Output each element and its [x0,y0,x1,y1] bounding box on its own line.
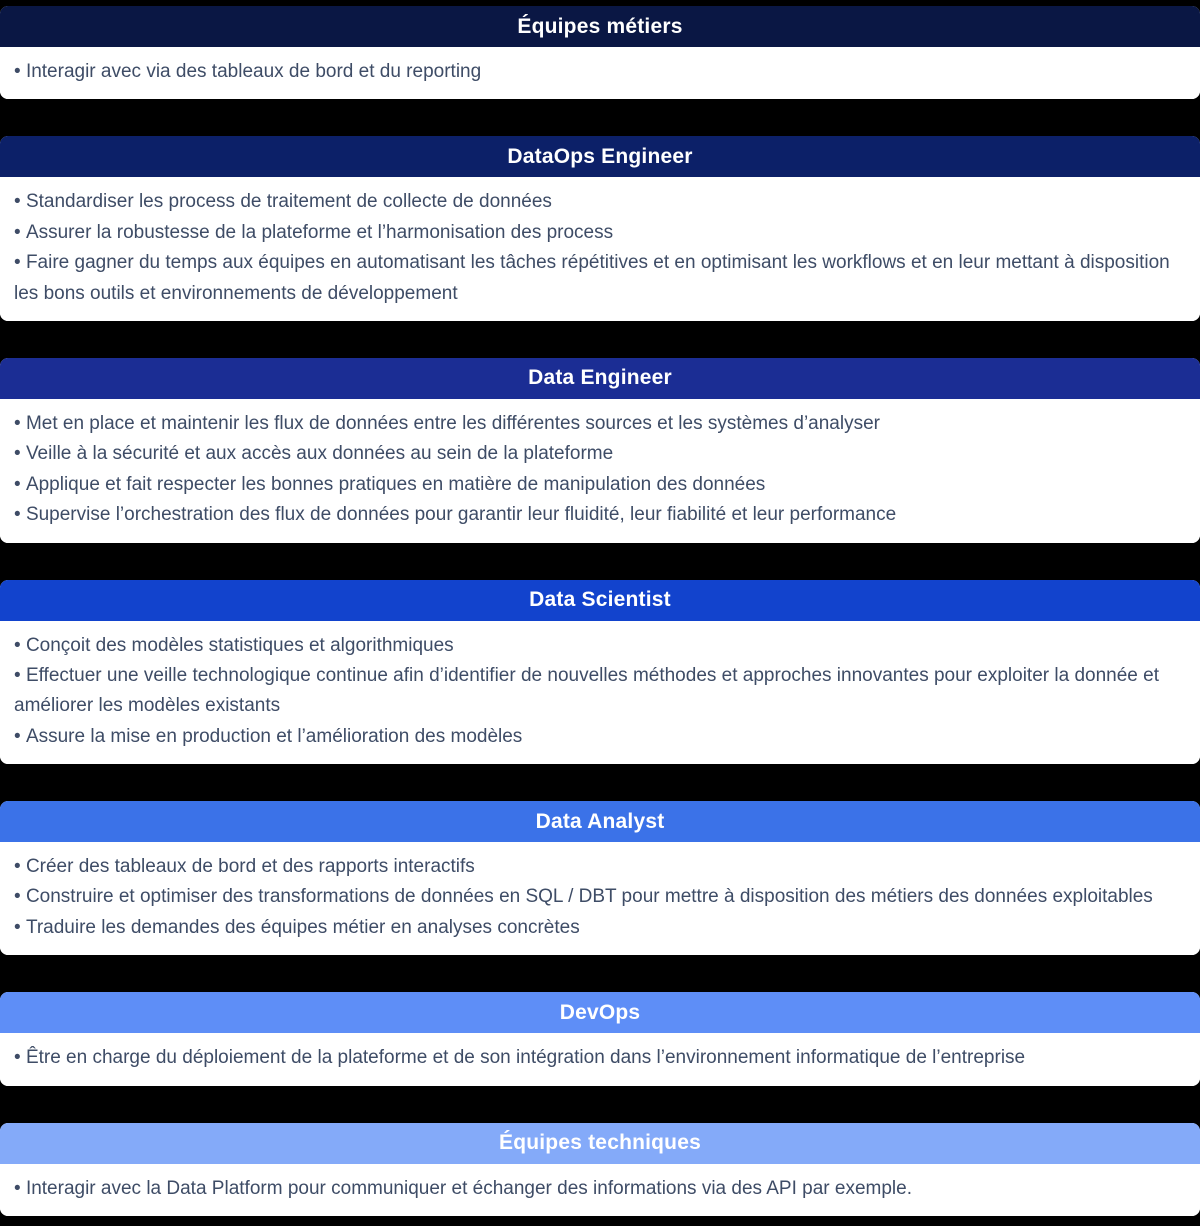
bullet-item: • Applique et fait respecter les bonnes pratiques en matière de manipulation des données [14,470,1182,500]
bullet-item: • Standardiser les process de traitement de collecte de données [14,187,1182,217]
role-card [0,580,1200,765]
role-card-body [0,621,1200,765]
role-card-header [0,580,1200,621]
role-card-bullets [14,187,1182,309]
role-card-body [0,1164,1200,1216]
role-card-body [0,842,1200,955]
bullet-item: • Faire gagner du temps aux équipes en automatisant les tâches répétitives et en optimisant les workflows et en leur mettant à disposition les bons outils et environnements de développement [14,248,1182,309]
bullet-item: • Effectuer une veille technologique continue afin d’identifier de nouvelles méthodes et approches innovantes pour exploiter la donnée et améliorer les modèles existants [14,661,1182,722]
bullet-item: • Interagir avec la Data Platform pour communiquer et échanger des informations via des API par exemple. [14,1174,1182,1204]
role-card-title: Équipes métiers [517,14,683,38]
bullet-item: • Assure la mise en production et l’amélioration des modèles [14,722,1182,752]
role-card-title: Data Scientist [529,588,671,612]
role-card-body [0,1033,1200,1085]
bullet-item: • Traduire les demandes des équipes métier en analyses concrètes [14,913,1182,943]
role-card [0,6,1200,99]
bullet-item: • Interagir avec via des tableaux de bord et du reporting [14,57,1182,87]
role-card-bullets [14,631,1182,753]
role-card-header [0,801,1200,842]
bullet-item: • Conçoit des modèles statistiques et algorithmiques [14,631,1182,661]
role-card-header [0,358,1200,399]
role-card-header [0,6,1200,47]
role-card [0,136,1200,321]
bullet-item: • Assurer la robustesse de la plateforme et l’harmonisation des process [14,218,1182,248]
bullet-item: • Créer des tableaux de bord et des rapports interactifs [14,852,1182,882]
role-card-bullets [14,57,1182,87]
role-card [0,358,1200,543]
role-card-header [0,136,1200,177]
role-card-bullets [14,409,1182,531]
role-card-body [0,399,1200,543]
role-card-title: Data Analyst [535,809,665,833]
role-card [0,801,1200,955]
role-card-bullets [14,1174,1182,1204]
role-card-title: Équipes techniques [499,1131,701,1155]
role-card-title: DataOps Engineer [507,144,693,168]
role-card-bullets [14,1043,1182,1073]
role-card [0,1123,1200,1216]
bullet-item: • Supervise l’orchestration des flux de données pour garantir leur fluidité, leur fiabilité et leur performance [14,500,1182,530]
role-card-title: Data Engineer [528,366,672,390]
role-card-header [0,1123,1200,1164]
role-card-bullets [14,852,1182,943]
role-card-header [0,992,1200,1033]
bullet-item: • Veille à la sécurité et aux accès aux données au sein de la plateforme [14,439,1182,469]
bullet-item: • Met en place et maintenir les flux de données entre les différentes sources et les systèmes d’analyser [14,409,1182,439]
role-cards-list [0,6,1200,1216]
bullet-item: • Être en charge du déploiement de la plateforme et de son intégration dans l’environnement informatique de l’entreprise [14,1043,1182,1073]
role-card-body [0,47,1200,99]
role-card [0,992,1200,1085]
role-card-body [0,177,1200,321]
bullet-item: • Construire et optimiser des transformations de données en SQL / DBT pour mettre à disposition des métiers des données exploitables [14,882,1182,912]
role-card-title: DevOps [559,1000,641,1024]
